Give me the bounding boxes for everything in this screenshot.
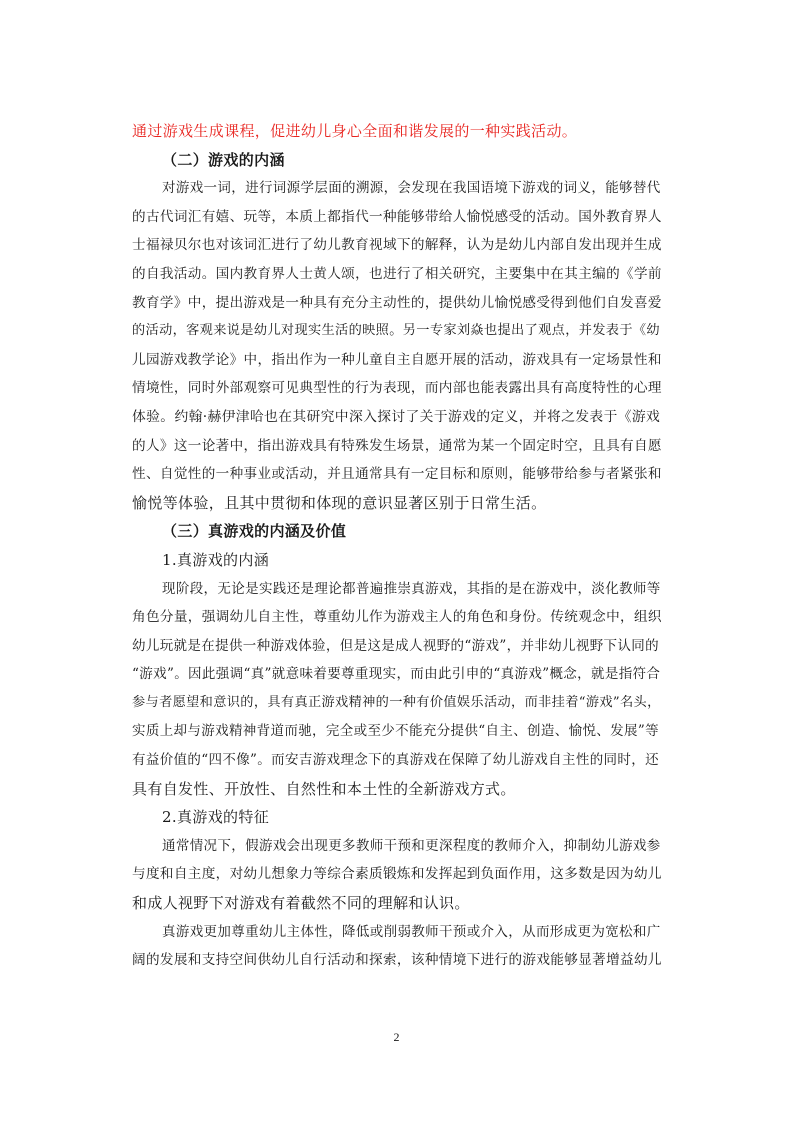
body-line: 性、自觉性的一种事业或活动，并且通常具有一定目标和原则，能够带给参与者紧张和 (132, 466, 662, 483)
paragraph-first-line: 对游戏一词，进行词源学层面的溯源，会发现在我国语境下游戏的词义，能够替代 (162, 180, 661, 197)
body-line: 角色分量，强调幼儿自主性，尊重幼儿作为游戏主人的角色和身份。传统观念中，组织 (132, 609, 662, 626)
page-number: 2 (393, 1030, 400, 1044)
body-line: 参与者愿望和意识的，具有真正游戏精神的一种有价值娱乐活动，而非挂着“游戏”名头， (132, 694, 661, 710)
body-line: 阔的发展和支持空间供幼儿自行活动和探索，该种情境下进行的游戏能够显著增益幼儿 (132, 952, 662, 969)
section-heading: （三）真游戏的内涵及价值 (162, 522, 347, 541)
body-line: 幼儿玩就是在提供一种游戏体验，但是这是成人视野的“游戏”，并非幼儿视野下认同的 (132, 637, 659, 654)
body-line: 体验。约翰·赫伊津哈也在其研究中深入探讨了关于游戏的定义，并将之发表于《游戏 (132, 408, 661, 425)
body-line: 实质上却与游戏精神背道而驰，完全或至少不能充分提供“自主、创造、愉悦、发展”等 (132, 723, 659, 740)
subsection-heading: 2.真游戏的特征 (162, 808, 270, 827)
subsection-heading: 1.真游戏的内涵 (162, 550, 270, 569)
body-line: 教育学》中，提出游戏是一种具有充分主动性的，提供幼儿愉悦感受得到他们自发喜爱 (132, 294, 662, 311)
body-line: 具有自发性、开放性、自然性和本土性的全新游戏方式。 (132, 779, 516, 798)
body-line: 的古代词汇有嬉、玩等，本质上都指代一种能够带给人愉悦感受的活动。国外教育界人 (132, 208, 662, 225)
body-line: 与度和自主度，对幼儿想象力等综合素质锻炼和发挥起到负面作用，这多数是因为幼儿 (132, 866, 662, 883)
body-line: 情境性，同时外部观察可见典型性的行为表现，而内部也能表露出具有高度特性的心理 (132, 380, 662, 397)
body-line: 有益价值的“四不像”。而安吉游戏理念下的真游戏在保障了幼儿游戏自主性的同时，还 (132, 752, 659, 769)
paragraph-first-line: 通常情况下，假游戏会出现更多教师干预和更深程度的教师介入，抑制幼儿游戏参 (162, 837, 661, 854)
body-line: 士福禄贝尔也对该词汇进行了幼儿教育视域下的解释，认为是幼儿内部自发出现并生成 (132, 237, 662, 254)
section-heading: （二）游戏的内涵 (162, 150, 285, 169)
paragraph-first-line: 现阶段，无论是实践还是理论都普遍推崇真游戏，其指的是在游戏中，淡化教师等 (162, 580, 661, 597)
body-line: 儿园游戏教学论》中，指出作为一种儿童自主自愿开展的活动，游戏具有一定场景性和 (132, 351, 662, 368)
paragraph-first-line: 真游戏更加尊重幼儿主体性，降低或削弱教师干预或介入，从而形成更为宽松和广 (162, 923, 661, 940)
body-line: 的活动，客观来说是幼儿对现实生活的映照。另一专家刘焱也提出了观点，并发表于《幼 (132, 323, 660, 339)
body-line: 的自我活动。国内教育界人士黄人颂，也进行了相关研究，主要集中在其主编的《学前 (132, 265, 662, 282)
body-line: 和成人视野下对游戏有着截然不同的理解和认识。 (132, 894, 470, 913)
document-body (132, 117, 662, 975)
body-line: 通过游戏生成课程，促进幼儿身心全面和谐发展的一种实践活动。 (132, 122, 578, 140)
body-line: 的人》这一论著中，指出游戏具有特殊发生场景，通常为某一个固定时空，且具有自愿 (132, 437, 662, 454)
body-line: 愉悦等体验，且其中贯彻和体现的意识显著区别于日常生活。 (132, 493, 547, 512)
body-line: “游戏”。因此强调“真”就意味着要尊重现实，而由此引申的“真游戏”概念，就是指符合 (132, 666, 661, 683)
